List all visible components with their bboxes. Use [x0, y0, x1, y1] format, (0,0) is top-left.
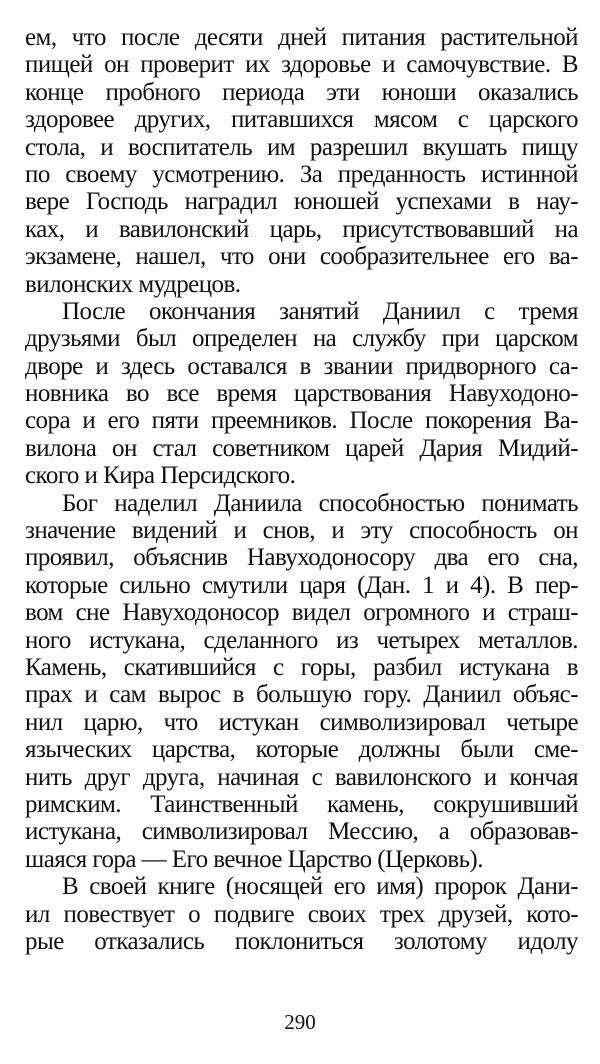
text-line: друзьями был определен на службу при царском [25, 325, 578, 353]
text-line: вилонских мудрецов. [25, 270, 241, 298]
text-line: дворе и здесь оставался в звании придворного са- [25, 352, 578, 380]
page-body-text [25, 24, 578, 955]
text-line: новника во все время царствования Навуходоно- [25, 380, 578, 408]
text-line: ского и Кира Персидского. [25, 462, 296, 490]
text-line: Камень, скатившийся с горы, разбил истукана в [25, 653, 578, 681]
text-line: по своему усмотрению. За преданность истинной [25, 160, 578, 188]
text-line: Бог наделил Даниила способностью понимать [62, 489, 578, 517]
text-line: значение видений и снов, и эту способность он [25, 517, 578, 545]
text-line: ил повествует о подвиге своих трех друзей, кото- [25, 900, 578, 928]
text-line: ем, что после десяти дней питания растительной [25, 24, 578, 51]
text-line: рые отказались поклониться золотому идолу [25, 927, 578, 955]
text-line: нил царю, что истукан символизировал четыре [25, 708, 578, 736]
paragraph [25, 24, 578, 298]
text-line: сора и его пяти преемников. После покорения Ва- [25, 407, 578, 435]
text-line: прах и сам вырос в большую гору. Даниил объяс- [25, 681, 578, 709]
text-line: вере Господь наградил юношей успехами в нау- [25, 188, 578, 216]
text-line: вом сне Навуходоносор видел огромного и страш- [25, 599, 578, 627]
text-line: языческих царства, которые должны были сме- [25, 736, 578, 764]
text-line: пищей он проверит их здоровье и самочувствие. В [25, 51, 578, 79]
text-line: стола, и воспитатель им разрешил вкушать пищу [25, 133, 578, 161]
paragraph [25, 873, 578, 955]
text-line: истукана, символизировал Мессию, а образовав- [25, 818, 578, 846]
text-line: ках, и вавилонский царь, присутствовавший на [25, 215, 578, 243]
text-line: экзамене, нашел, что они сообразительнее его ва- [25, 243, 578, 271]
text-line: нить друг друга, начиная с вавилонского и кончая [25, 763, 578, 791]
text-line: вилона он стал советником царей Дария Мидий- [25, 434, 578, 462]
text-line: проявил, объяснив Навуходоносору два его сна, [25, 544, 578, 572]
text-line: шаяся гора — Его вечное Царство (Церковь). [25, 845, 483, 873]
text-line: В своей книге (носящей его имя) пророк Дани- [62, 873, 578, 901]
text-line: здоровее других, питавшихся мясом с царского [25, 106, 578, 134]
text-line: римским. Таинственный камень, сокрушивший [25, 790, 578, 818]
paragraph [25, 298, 578, 490]
text-line: которые сильно смутили царя (Дан. 1 и 4). В пер- [25, 571, 578, 599]
paragraph [25, 490, 578, 873]
text-line: конце пробного периода эти юноши оказались [25, 78, 578, 106]
text-line: После окончания занятий Даниил с тремя [62, 297, 578, 325]
page-number: 290 [284, 1010, 316, 1034]
text-line: ного истукана, сделанного из четырех металлов. [25, 626, 578, 654]
